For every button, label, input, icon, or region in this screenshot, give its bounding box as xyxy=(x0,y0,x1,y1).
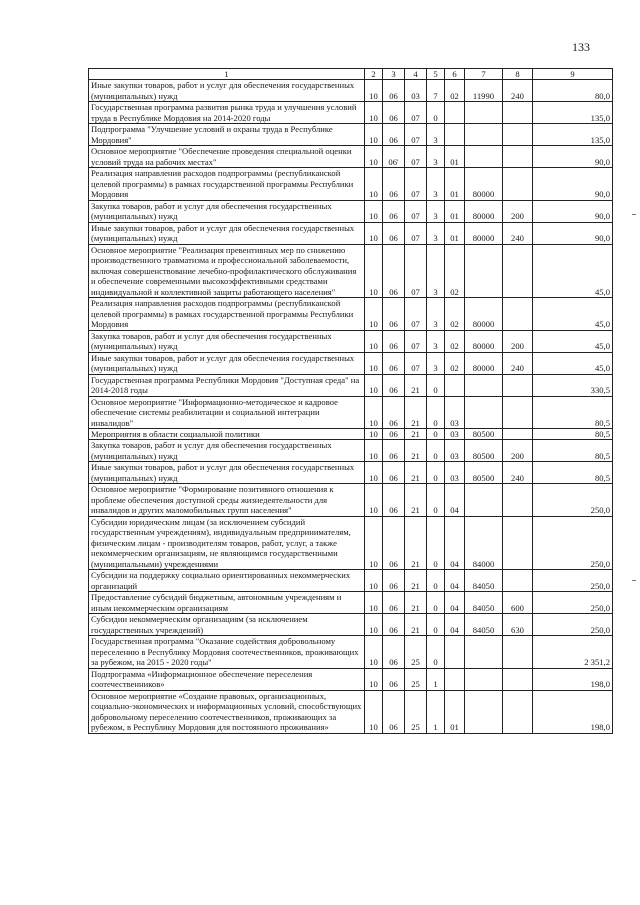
row-code: 240 xyxy=(503,352,533,374)
row-code xyxy=(503,124,533,146)
row-code: 0 xyxy=(427,428,445,439)
row-code: 06 xyxy=(383,244,405,297)
row-code: 07 xyxy=(405,102,427,124)
row-amount: 80,5 xyxy=(533,428,613,439)
row-code: 80000 xyxy=(465,222,503,244)
row-code: 04 xyxy=(445,516,465,569)
table-row xyxy=(89,462,613,484)
row-code: 02 xyxy=(445,80,465,102)
row-code: 3 xyxy=(427,146,445,168)
row-code: 630 xyxy=(503,614,533,636)
row-code xyxy=(465,690,503,733)
column-header: 6 xyxy=(445,69,465,80)
row-code: 0 xyxy=(427,102,445,124)
row-code xyxy=(503,168,533,200)
table-row xyxy=(89,352,613,374)
row-code: 06 xyxy=(383,614,405,636)
table-row xyxy=(89,244,613,297)
row-code: 10 xyxy=(365,146,383,168)
column-header: 3 xyxy=(383,69,405,80)
row-code: 06 xyxy=(383,484,405,516)
table-row xyxy=(89,80,613,102)
column-header: 9 xyxy=(533,69,613,80)
margin-mark xyxy=(632,214,636,215)
row-amount: 80,5 xyxy=(533,440,613,462)
row-code: 80000 xyxy=(465,352,503,374)
row-amount: 45,0 xyxy=(533,352,613,374)
row-code xyxy=(503,516,533,569)
row-code: 07 xyxy=(405,124,427,146)
row-code: 07 xyxy=(405,200,427,222)
row-code xyxy=(503,570,533,592)
table-row xyxy=(89,570,613,592)
row-amount: 250,0 xyxy=(533,592,613,614)
row-code: 06 xyxy=(383,570,405,592)
row-code: 06 xyxy=(383,330,405,352)
row-code xyxy=(503,396,533,428)
table-row xyxy=(89,298,613,330)
row-name: Мероприятия в области социальной политики xyxy=(89,428,365,439)
row-code: 0 xyxy=(427,570,445,592)
row-code: 01 xyxy=(445,222,465,244)
row-code: 3 xyxy=(427,352,445,374)
table-row xyxy=(89,146,613,168)
row-name: Субсидии на поддержку социально ориентированных некоммерческих организаций xyxy=(89,570,365,592)
row-name: Иные закупки товаров, работ и услуг для обеспечения государственных (муниципальных) нужд xyxy=(89,352,365,374)
row-code: 07 xyxy=(405,330,427,352)
row-name: Иные закупки товаров, работ и услуг для обеспечения государственных (муниципальных) нужд xyxy=(89,462,365,484)
table-row xyxy=(89,636,613,668)
row-name: Закупка товаров, работ и услуг для обеспечения государственных (муниципальных) нужд xyxy=(89,440,365,462)
row-code: 01 xyxy=(445,200,465,222)
row-code: 06 xyxy=(383,592,405,614)
row-code: 04 xyxy=(445,484,465,516)
row-code: 10 xyxy=(365,668,383,690)
row-code: 06 xyxy=(383,124,405,146)
row-amount: 250,0 xyxy=(533,484,613,516)
row-code: 07 xyxy=(405,146,427,168)
row-code: 200 xyxy=(503,440,533,462)
row-code: 10 xyxy=(365,374,383,396)
row-amount: 135,0 xyxy=(533,102,613,124)
row-code: 3 xyxy=(427,330,445,352)
row-code: 21 xyxy=(405,516,427,569)
row-code: 10 xyxy=(365,570,383,592)
row-code: 84050 xyxy=(465,592,503,614)
row-amount: 250,0 xyxy=(533,614,613,636)
row-code: 25 xyxy=(405,636,427,668)
row-code: 21 xyxy=(405,614,427,636)
row-code: 1 xyxy=(427,690,445,733)
row-code: 240 xyxy=(503,80,533,102)
row-code xyxy=(465,636,503,668)
row-code xyxy=(445,636,465,668)
row-code xyxy=(503,428,533,439)
row-code xyxy=(465,244,503,297)
margin-mark xyxy=(632,580,636,581)
row-code: 06 xyxy=(383,298,405,330)
row-code: 06 xyxy=(383,668,405,690)
table-row xyxy=(89,330,613,352)
row-code: 04 xyxy=(445,614,465,636)
row-code xyxy=(503,146,533,168)
row-code: 06 xyxy=(383,690,405,733)
row-amount: 330,5 xyxy=(533,374,613,396)
column-header: 7 xyxy=(465,69,503,80)
row-code: 0 xyxy=(427,516,445,569)
row-code: 3 xyxy=(427,124,445,146)
row-code: 21 xyxy=(405,570,427,592)
row-name: Основное мероприятие "Реализация превентивных мер по снижению производственного травматизма и профессиональной заболеваемости, включая совершенствование лечебно-профилактического обслуживания и обеспечение современными высокоэффективными средствами индивидуальной и коллективной защиты работающего населения" xyxy=(89,244,365,297)
row-code: 25 xyxy=(405,668,427,690)
row-name: Основное мероприятие «Создание правовых, организационных, социально-экономических и информационных условий, способствующих добровольному переселению соотечественников, проживающих за рубежом, в Республику Мордовия для постоянного проживания» xyxy=(89,690,365,733)
row-code xyxy=(465,102,503,124)
row-code: 80000 xyxy=(465,200,503,222)
row-code: 600 xyxy=(503,592,533,614)
row-code: 06' xyxy=(383,146,405,168)
table-row xyxy=(89,200,613,222)
row-code: 03 xyxy=(445,396,465,428)
row-code xyxy=(503,636,533,668)
row-code: 10 xyxy=(365,614,383,636)
row-code: 10 xyxy=(365,428,383,439)
row-name: Подпрограмма «Информационное обеспечение переселения соотечественников» xyxy=(89,668,365,690)
column-header: 4 xyxy=(405,69,427,80)
row-code: 04 xyxy=(445,570,465,592)
row-code: 10 xyxy=(365,352,383,374)
row-code: 07 xyxy=(405,298,427,330)
row-amount: 250,0 xyxy=(533,516,613,569)
row-code: 21 xyxy=(405,396,427,428)
row-amount: 90,0 xyxy=(533,222,613,244)
budget-table xyxy=(88,68,613,734)
table-row xyxy=(89,428,613,439)
table-row xyxy=(89,168,613,200)
row-code: 07 xyxy=(405,222,427,244)
row-name: Государственная программа развития рынка труда и улучшения условий труда в Республике Мордовия на 2014-2020 годы xyxy=(89,102,365,124)
row-code: 21 xyxy=(405,484,427,516)
table-row xyxy=(89,222,613,244)
row-name: Субсидии некоммерческим организациям (за исключением государственных учреждений) xyxy=(89,614,365,636)
row-code: 02 xyxy=(445,330,465,352)
row-code: 7 xyxy=(427,80,445,102)
row-code: 84000 xyxy=(465,516,503,569)
row-code: 10 xyxy=(365,102,383,124)
row-code: 02 xyxy=(445,298,465,330)
row-code: 03 xyxy=(445,462,465,484)
row-code xyxy=(465,146,503,168)
row-code: 10 xyxy=(365,690,383,733)
row-code: 21 xyxy=(405,428,427,439)
row-amount: 45,0 xyxy=(533,244,613,297)
row-code: 10 xyxy=(365,168,383,200)
column-number-row xyxy=(89,69,613,80)
row-code: 06 xyxy=(383,352,405,374)
row-code xyxy=(445,374,465,396)
row-code: 21 xyxy=(405,440,427,462)
row-name: Государственная программа "Оказание содействия добровольному переселению в Республику Мордовия соотечественников, проживающих за рубежом, на 2015 - 2020 годы" xyxy=(89,636,365,668)
row-code: 03 xyxy=(445,440,465,462)
row-name: Государственная программа Республики Мордовия "Доступная среда" на 2014-2018 годы xyxy=(89,374,365,396)
row-code xyxy=(503,298,533,330)
row-code: 07 xyxy=(405,168,427,200)
row-code: 06 xyxy=(383,374,405,396)
row-code: 06 xyxy=(383,428,405,439)
row-name: Основное мероприятие "Информационно-методическое и кадровое обеспечение системы реабилитации и социальной интеграции инвалидов" xyxy=(89,396,365,428)
row-code xyxy=(445,102,465,124)
row-code: 3 xyxy=(427,168,445,200)
row-code: 84050 xyxy=(465,614,503,636)
row-code: 02 xyxy=(445,352,465,374)
row-code: 240 xyxy=(503,222,533,244)
row-name: Подпрограмма "Улучшение условий и охраны труда в Республике Мордовия" xyxy=(89,124,365,146)
row-code: 80000 xyxy=(465,168,503,200)
row-name: Реализация направления расходов подпрограммы (республиканской целевой программы) в рамках государственной программы Республики Мордовия xyxy=(89,168,365,200)
row-amount: 198,0 xyxy=(533,690,613,733)
row-name: Предоставление субсидий бюджетным, автономным учреждениям и иным некоммерческим организациям xyxy=(89,592,365,614)
row-code: 80000 xyxy=(465,298,503,330)
row-code: 06 xyxy=(383,636,405,668)
row-code: 10 xyxy=(365,516,383,569)
column-header: 8 xyxy=(503,69,533,80)
row-amount: 90,0 xyxy=(533,168,613,200)
table-row xyxy=(89,690,613,733)
table-row xyxy=(89,124,613,146)
row-code: 10 xyxy=(365,80,383,102)
row-code: 10 xyxy=(365,298,383,330)
row-code: 3 xyxy=(427,222,445,244)
row-code: 84050 xyxy=(465,570,503,592)
row-code: 10 xyxy=(365,440,383,462)
row-code xyxy=(445,124,465,146)
row-code: 06 xyxy=(383,200,405,222)
table-row xyxy=(89,102,613,124)
table-row xyxy=(89,516,613,569)
row-amount: 80,0 xyxy=(533,80,613,102)
row-code: 200 xyxy=(503,200,533,222)
row-code xyxy=(503,102,533,124)
table-row xyxy=(89,614,613,636)
row-code: 240 xyxy=(503,462,533,484)
row-code: 06 xyxy=(383,80,405,102)
row-code: 1 xyxy=(427,668,445,690)
row-code: 04 xyxy=(445,592,465,614)
row-code: 11990 xyxy=(465,80,503,102)
row-code: 06 xyxy=(383,102,405,124)
row-code xyxy=(465,396,503,428)
row-code: 06 xyxy=(383,168,405,200)
row-amount: 2 351,2 xyxy=(533,636,613,668)
row-code: 0 xyxy=(427,592,445,614)
row-code: 01 xyxy=(445,168,465,200)
row-code: 0 xyxy=(427,396,445,428)
row-code: 3 xyxy=(427,298,445,330)
row-code: 10 xyxy=(365,124,383,146)
row-code xyxy=(465,374,503,396)
row-code: 80000 xyxy=(465,330,503,352)
table-row xyxy=(89,440,613,462)
row-name: Закупка товаров, работ и услуг для обеспечения государственных (муниципальных) нужд xyxy=(89,330,365,352)
row-code: 0 xyxy=(427,462,445,484)
row-code: 21 xyxy=(405,374,427,396)
row-amount: 198,0 xyxy=(533,668,613,690)
row-name: Субсидии юридическим лицам (за исключением субсидий государственным учреждениям), индивидуальным предпринимателям, физическим лицам - производителям товаров, работ, услуг, а также некоммерческим организациям, не являющимся государственными (муниципальными) учреждениями xyxy=(89,516,365,569)
row-amount: 45,0 xyxy=(533,298,613,330)
row-amount: 135,0 xyxy=(533,124,613,146)
row-code: 80500 xyxy=(465,440,503,462)
page-number: 133 xyxy=(572,40,590,54)
row-code: 01 xyxy=(445,146,465,168)
row-code: 10 xyxy=(365,222,383,244)
row-code xyxy=(503,690,533,733)
row-code: 06 xyxy=(383,440,405,462)
table-row xyxy=(89,592,613,614)
row-code: 10 xyxy=(365,244,383,297)
row-code: 21 xyxy=(405,462,427,484)
row-code: 0 xyxy=(427,374,445,396)
row-code xyxy=(503,668,533,690)
row-code: 80500 xyxy=(465,462,503,484)
row-code xyxy=(503,484,533,516)
table-row xyxy=(89,668,613,690)
row-code: 06 xyxy=(383,396,405,428)
column-header: 1 xyxy=(89,69,365,80)
row-code: 07 xyxy=(405,244,427,297)
row-code: 06 xyxy=(383,462,405,484)
row-code: 0 xyxy=(427,440,445,462)
row-code: 80500 xyxy=(465,428,503,439)
row-code xyxy=(465,668,503,690)
row-code: 03 xyxy=(445,428,465,439)
row-amount: 80,5 xyxy=(533,462,613,484)
row-amount: 80,5 xyxy=(533,396,613,428)
row-name: Закупка товаров, работ и услуг для обеспечения государственных (муниципальных) нужд xyxy=(89,200,365,222)
row-code: 10 xyxy=(365,636,383,668)
row-amount: 90,0 xyxy=(533,200,613,222)
row-name: Иные закупки товаров, работ и услуг для обеспечения государственных (муниципальных) нужд xyxy=(89,80,365,102)
row-code: 0 xyxy=(427,636,445,668)
table-row xyxy=(89,396,613,428)
row-code xyxy=(465,484,503,516)
row-name: Основное мероприятие "Обеспечение проведения специальной оценки условий труда на рабочих местах" xyxy=(89,146,365,168)
row-code: 3 xyxy=(427,244,445,297)
row-code: 0 xyxy=(427,484,445,516)
row-code: 25 xyxy=(405,690,427,733)
row-code: 01 xyxy=(445,690,465,733)
row-amount: 45,0 xyxy=(533,330,613,352)
row-name: Реализация направления расходов подпрограммы (республиканской целевой программы) в рамках государственной программы Республики Мордовия xyxy=(89,298,365,330)
row-code: 10 xyxy=(365,200,383,222)
row-code: 10 xyxy=(365,592,383,614)
row-name: Основное мероприятие "Формирование позитивного отношения к проблеме обеспечения доступной среды жизнедеятельности для инвалидов и других маломобильных групп населения" xyxy=(89,484,365,516)
table-row xyxy=(89,484,613,516)
table-row xyxy=(89,374,613,396)
row-amount: 90,0 xyxy=(533,146,613,168)
row-code xyxy=(503,244,533,297)
row-amount: 250,0 xyxy=(533,570,613,592)
row-code: 10 xyxy=(365,484,383,516)
column-header: 5 xyxy=(427,69,445,80)
column-header: 2 xyxy=(365,69,383,80)
row-name: Иные закупки товаров, работ и услуг для обеспечения государственных (муниципальных) нужд xyxy=(89,222,365,244)
row-code: 06 xyxy=(383,222,405,244)
row-code: 200 xyxy=(503,330,533,352)
row-code: 07 xyxy=(405,352,427,374)
row-code xyxy=(445,668,465,690)
row-code: 21 xyxy=(405,592,427,614)
row-code: 3 xyxy=(427,200,445,222)
row-code xyxy=(465,124,503,146)
row-code: 10 xyxy=(365,396,383,428)
row-code: 03 xyxy=(405,80,427,102)
row-code: 0 xyxy=(427,614,445,636)
row-code: 06 xyxy=(383,516,405,569)
row-code: 10 xyxy=(365,330,383,352)
row-code: 02 xyxy=(445,244,465,297)
row-code xyxy=(503,374,533,396)
row-code: 10 xyxy=(365,462,383,484)
